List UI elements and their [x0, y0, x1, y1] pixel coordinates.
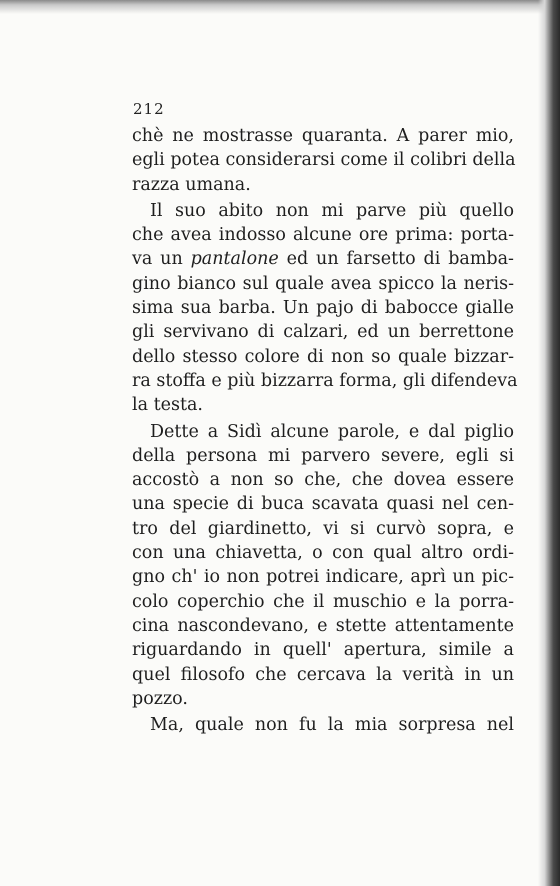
- text-line: sima sua barba. Un pajo di babocce gialle: [132, 298, 514, 319]
- text-line: con una chiavetta, o con qual altro ordi-: [132, 543, 514, 564]
- text-line: gino bianco sul quale avea spicco la neris-: [132, 273, 514, 294]
- text-line: chè ne mostrasse quaranta. A parer mio,: [132, 126, 514, 146]
- text-line: accostò a non so che, che dovea essere: [132, 470, 514, 491]
- text-line: [132, 247, 514, 271]
- scan-top-edge: [0, 0, 560, 14]
- text-line: dello stesso colore di non so quale bizzar-: [132, 346, 514, 367]
- text-line: colo coperchio che il muschio e la porra-: [132, 591, 514, 612]
- text-line: quel filosofo che cercava la verità in un: [132, 664, 514, 685]
- text-line: egli potea considerarsi come il colibri della: [132, 150, 516, 171]
- text-line: tro del giardinetto, vi si curvò sopra, e: [132, 518, 514, 539]
- paragraph-start-line: Ma, quale non fu la mia sorpresa nel: [150, 715, 514, 736]
- text-line: gli servivano di calzari, ed un berrettone: [132, 322, 514, 343]
- text-line: della persona mi parvero severe, egli si: [132, 445, 514, 466]
- binding-shadow: [538, 0, 560, 886]
- text-line: pozzo.: [132, 688, 188, 709]
- italic-word: pantalone: [190, 249, 279, 270]
- text-line: razza umana.: [132, 174, 251, 195]
- text-fragment: va un: [132, 249, 183, 270]
- page-number: 212: [133, 100, 165, 118]
- paragraph-start-line: Il suo abito non mi parve più quello: [150, 200, 514, 221]
- text-line: che avea indosso alcune ore prima: porta-: [132, 225, 514, 246]
- text-line: ra stoffa e più bizzarra forma, gli difendeva: [132, 370, 518, 391]
- text-line: la testa.: [132, 395, 203, 416]
- text-line: cina nascondevano, e stette attentamente: [132, 615, 514, 636]
- body-text: [132, 124, 518, 737]
- text-line: gno ch' io non potrei indicare, aprì un pic-: [132, 567, 514, 588]
- paragraph-start-line: Dette a Sidì alcune parole, e dal piglio: [150, 421, 514, 442]
- text-fragment: ed un farsetto di bamba-: [286, 249, 514, 270]
- text-line: riguardando in quell' apertura, simile a: [132, 640, 514, 661]
- text-line: una specie di buca scavata quasi nel cen-: [132, 494, 514, 515]
